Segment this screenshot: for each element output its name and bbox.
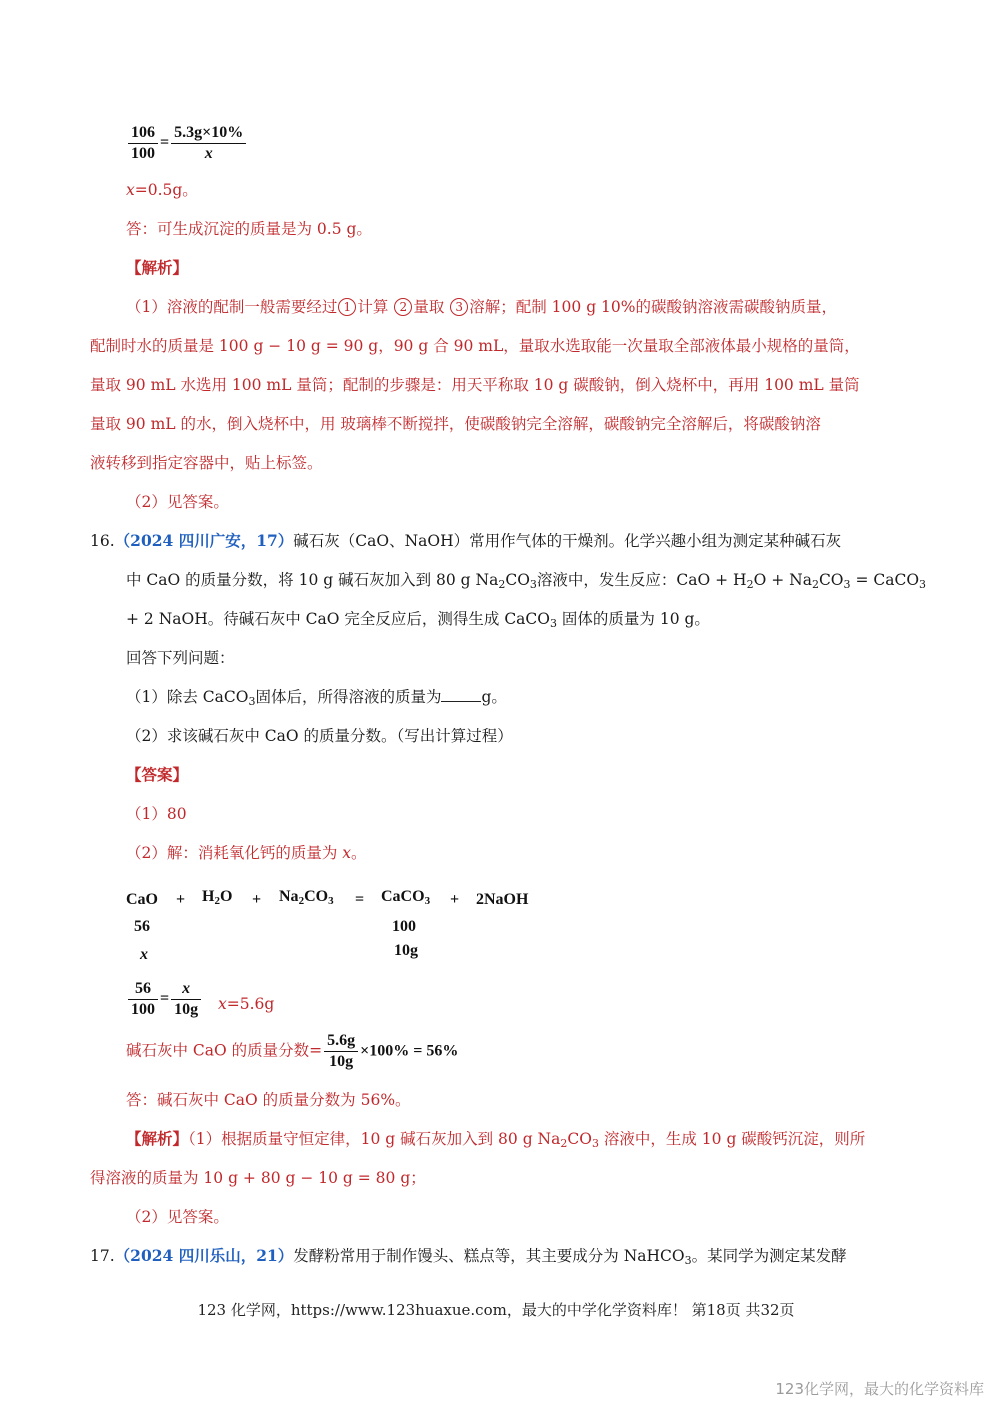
mass-fraction-line: 碱石灰中 CaO 的质量分数= $\frac{5.6g}{10g}$ ×100% = 56% — [126, 1032, 459, 1070]
analysis-line: （1）溶液的配制一般需要经过 1 计算 2 量取 3 溶解；配制 100 g 10%的碳酸钠溶液需碳酸钠质量， — [126, 298, 837, 316]
question-source: （2024 四川乐山，21） — [114, 1246, 294, 1265]
watermark: 123化学网，最大的化学资料库 — [775, 1380, 984, 1398]
answer-conclusion: 答：碱石灰中 CaO 的质量分数为 56%。 — [126, 1091, 411, 1109]
molar-mass-caco3: 100 — [392, 918, 416, 935]
eq-na2co3: $Na_2CO_3$ — [279, 888, 334, 907]
answer-heading: 【答案】 — [126, 765, 189, 784]
eq-naoh: 2NaOH — [476, 891, 529, 908]
analysis-line: 【解析】（1）根据质量守恒定律，10 g 碱石灰加入到 80 g $Na_2CO_3$ 溶液中，生成 10 g 碳酸钙沉淀，则所 — [126, 1129, 866, 1150]
analysis-line: 量取 90 mL 的水，倒入烧杯中，用 玻璃棒不断搅拌，使碳酸钠完全溶解，碳酸钠完全溶解后，将碳酸钠溶 — [90, 415, 821, 433]
analysis-line: 配制时水的质量是 100 g − 10 g = 90 g，90 g 合 90 mL，量取水选取能一次量取全部液体最小规格的量筒， — [90, 337, 860, 355]
question-16-line: + 2 NaOH。待碱石灰中 CaO 完全反应后，测得生成 CaCO$_3$ 固体的质量为 10 g。 — [126, 610, 710, 630]
answer-conclusion: 答：可生成沉淀的质量是为 0.5 g。 — [126, 220, 372, 238]
eq-plus: + — [450, 891, 460, 908]
x-result: x=0.5g。 — [126, 181, 198, 199]
question-source: （2024 四川广安，17） — [114, 531, 294, 550]
question-16-line: 回答下列问题： — [126, 649, 235, 667]
question-16-part1: （1）除去 CaCO$_3$固体后，所得溶液的质量为 g。 — [126, 688, 507, 708]
question-16-part2: （2）求该碱石灰中 CaO 的质量分数。（写出计算过程） — [126, 727, 513, 745]
eq-cao: CaO — [126, 891, 158, 908]
analysis-line: （2）见答案。 — [126, 1208, 229, 1226]
molar-mass-cao: 56 — [134, 918, 150, 935]
answer-part1: （1）80 — [126, 805, 187, 823]
page-footer: 123 化学网，https://www.123huaxue.com，最大的中学化学资料库！ 第18页 共32页 — [197, 1301, 795, 1319]
analysis-line: 液转移到指定容器中，贴上标签。 — [90, 454, 323, 472]
question-16-line: 中 CaO 的质量分数，将 10 g 碱石灰加入到 80 g $Na_2CO_3$溶液中，发生反应：CaO + $H_2O + Na_2CO_3$ = CaCO$_3$ — [126, 571, 927, 591]
question-17-stem: 17.（2024 四川乐山，21）发酵粉常用于制作馒头、糕点等，其主要成分为 NaHCO$_3$。某同学为测定某发酵 — [90, 1246, 847, 1267]
mass-caco3: 10g — [394, 942, 418, 959]
eq-h2o: $H_2O$ — [202, 888, 233, 907]
ratio-equation: $\frac{56}{100}$ = $\frac{x}{10g}$ — [126, 980, 203, 1019]
question-16-stem: 16.（2024 四川广安，17）碱石灰（CaO、NaOH）常用作气体的干燥剂。化学兴趣小组为测定某种碱石灰 — [90, 531, 842, 550]
answer-part2: （2）解：消耗氧化钙的质量为 x。 — [126, 844, 367, 862]
analysis-heading: 【解析】 — [126, 258, 189, 277]
eq-plus: + — [176, 891, 186, 908]
analysis-line: 量取 90 mL 水选用 100 mL 量筒；配制的步骤是：用天平称取 10 g 碳酸钠，倒入烧杯中，再用 100 mL 量筒 — [90, 376, 860, 394]
analysis-line: 得溶液的质量为 10 g + 80 g − 10 g = 80 g； — [90, 1169, 426, 1187]
eq-equals: = — [355, 891, 365, 908]
unknown-x: x — [140, 946, 148, 963]
eq-caco3: CaCO$_3$ — [381, 888, 431, 907]
ratio-equation: $\frac{106}{100}$ = $\frac{5.3g\times 10\%}{x}$ — [126, 124, 248, 163]
answer-blank — [441, 687, 481, 702]
analysis-line: （2）见答案。 — [126, 493, 229, 511]
x-value: x=5.6g — [218, 995, 275, 1013]
eq-plus: + — [252, 891, 262, 908]
